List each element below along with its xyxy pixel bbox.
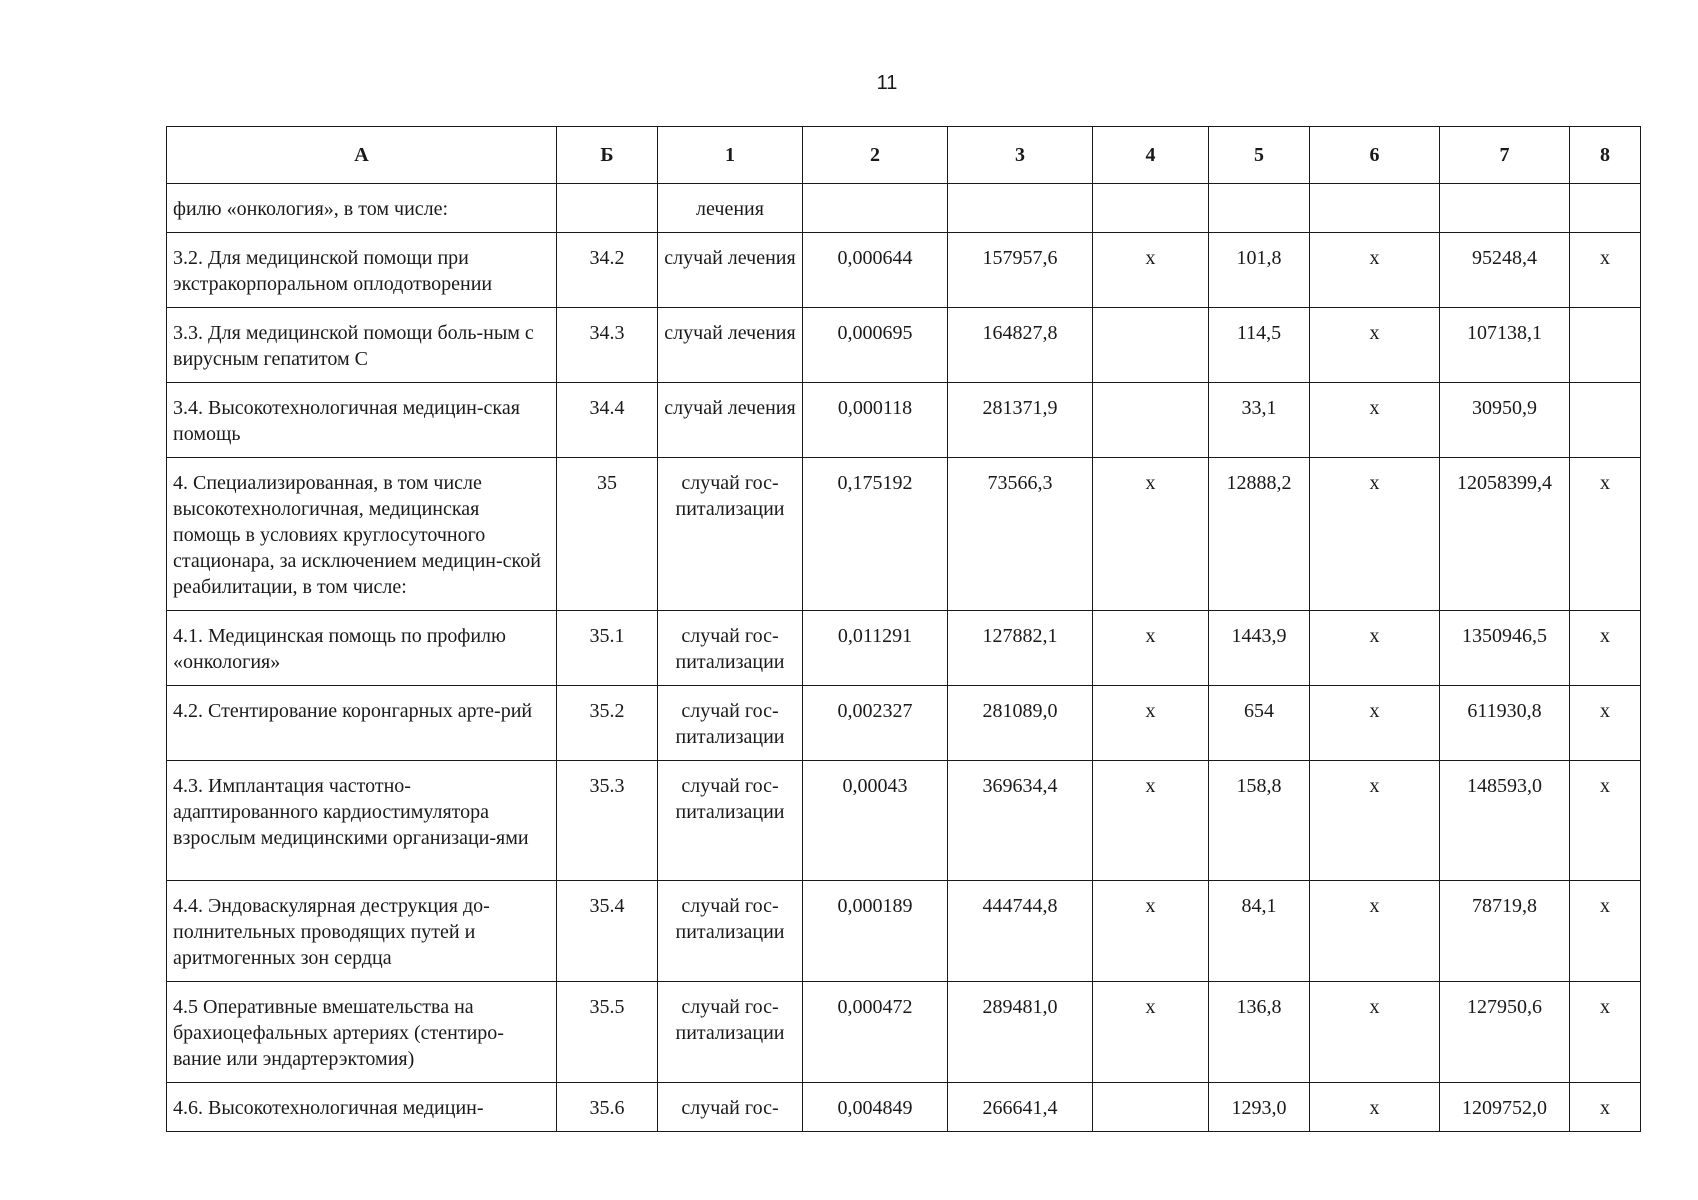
cell-col-4: х: [1093, 881, 1209, 982]
cell-col-7: 107138,1: [1440, 308, 1570, 383]
cell-col-7: 95248,4: [1440, 233, 1570, 308]
cell-col-6: х: [1310, 383, 1440, 458]
header-b: Б: [557, 127, 658, 184]
cell-col-2: [803, 184, 948, 233]
cell-col-5: 114,5: [1209, 308, 1310, 383]
table-row: [167, 611, 1641, 686]
cell-col-3: 444744,8: [948, 881, 1093, 982]
cell-col-8: х: [1570, 611, 1641, 686]
cell-col-7: [1440, 184, 1570, 233]
unit-cell: случай гос-питализации: [658, 761, 803, 881]
cell-col-5: 1293,0: [1209, 1083, 1310, 1132]
cell-col-4: х: [1093, 611, 1209, 686]
header-4: 4: [1093, 127, 1209, 184]
cell-col-2: 0,00043: [803, 761, 948, 881]
header-8: 8: [1570, 127, 1641, 184]
cell-col-7: 30950,9: [1440, 383, 1570, 458]
cell-col-7: 611930,8: [1440, 686, 1570, 761]
cell-col-4: [1093, 383, 1209, 458]
cell-col-8: [1570, 308, 1641, 383]
cell-col-7: 1209752,0: [1440, 1083, 1570, 1132]
unit-cell: лечения: [658, 184, 803, 233]
cell-col-8: х: [1570, 881, 1641, 982]
row-label-cell: 4.6. Высокотехнологичная медицин-: [167, 1083, 557, 1132]
unit-cell: случай лечения: [658, 308, 803, 383]
table-row: [167, 458, 1641, 611]
cell-col-2: 0,000189: [803, 881, 948, 982]
cell-col-5: 84,1: [1209, 881, 1310, 982]
row-code-cell: 35.1: [557, 611, 658, 686]
cell-col-6: х: [1310, 611, 1440, 686]
cell-col-8: х: [1570, 458, 1641, 611]
row-code-cell: 35.6: [557, 1083, 658, 1132]
cell-col-5: 101,8: [1209, 233, 1310, 308]
unit-cell: случай гос-питализации: [658, 458, 803, 611]
cell-col-3: 281371,9: [948, 383, 1093, 458]
cell-col-2: 0,011291: [803, 611, 948, 686]
unit-cell: случай гос-питализации: [658, 881, 803, 982]
cell-col-3: 127882,1: [948, 611, 1093, 686]
header-3: 3: [948, 127, 1093, 184]
table-row: [167, 1083, 1641, 1132]
unit-cell: случай гос-: [658, 1083, 803, 1132]
cell-col-6: х: [1310, 308, 1440, 383]
row-label-cell: 4.5 Оперативные вмешательства на брахиоцефальных артериях (стентиро-вание или эндартерэктомия): [167, 982, 557, 1083]
cell-col-8: х: [1570, 233, 1641, 308]
cell-col-3: [948, 184, 1093, 233]
row-label-cell: 3.2. Для медицинской помощи при экстракорпоральном оплодотворении: [167, 233, 557, 308]
cell-col-6: х: [1310, 881, 1440, 982]
cell-col-2: 0,175192: [803, 458, 948, 611]
unit-cell: случай гос-питализации: [658, 982, 803, 1083]
cell-col-4: [1093, 184, 1209, 233]
table-body: [167, 184, 1641, 1132]
cell-col-5: 654: [1209, 686, 1310, 761]
row-code-cell: 35: [557, 458, 658, 611]
row-label-cell: 4.4. Эндоваскулярная деструкция до-полнительных проводящих путей и аритмогенных зон сердца: [167, 881, 557, 982]
header-6: 6: [1310, 127, 1440, 184]
row-code-cell: 34.2: [557, 233, 658, 308]
table-row: [167, 761, 1641, 881]
row-label-cell: 3.3. Для медицинской помощи боль-ным с вирусным гепатитом С: [167, 308, 557, 383]
cell-col-8: х: [1570, 761, 1641, 881]
cell-col-4: [1093, 308, 1209, 383]
table-header: [167, 127, 1641, 184]
header-a: А: [167, 127, 557, 184]
cell-col-6: х: [1310, 686, 1440, 761]
cell-col-2: 0,000695: [803, 308, 948, 383]
row-code-cell: [557, 184, 658, 233]
row-label-cell: 4. Специализированная, в том числе высокотехнологичная, медицинская помощь в условиях круглосуточного стационара, за исключением медицин-ской реабилитации, в том числе:: [167, 458, 557, 611]
cell-col-4: х: [1093, 233, 1209, 308]
cell-col-8: [1570, 383, 1641, 458]
cell-col-4: х: [1093, 458, 1209, 611]
header-2: 2: [803, 127, 948, 184]
cell-col-7: 78719,8: [1440, 881, 1570, 982]
cell-col-6: х: [1310, 982, 1440, 1083]
page-number: 11: [876, 72, 898, 94]
row-label-cell: 3.4. Высокотехнологичная медицин-ская помощь: [167, 383, 557, 458]
row-code-cell: 34.4: [557, 383, 658, 458]
row-label-cell: 4.2. Стентирование коронгарных арте-рий: [167, 686, 557, 761]
unit-cell: случай гос-питализации: [658, 611, 803, 686]
data-table: [166, 126, 1641, 1132]
cell-col-2: 0,000644: [803, 233, 948, 308]
cell-col-2: 0,000472: [803, 982, 948, 1083]
unit-cell: случай лечения: [658, 233, 803, 308]
table-row: [167, 233, 1641, 308]
cell-col-3: 73566,3: [948, 458, 1093, 611]
row-code-cell: 35.4: [557, 881, 658, 982]
header-5: 5: [1209, 127, 1310, 184]
table-row: [167, 383, 1641, 458]
cell-col-7: 127950,6: [1440, 982, 1570, 1083]
cell-col-4: х: [1093, 982, 1209, 1083]
table-row: [167, 184, 1641, 233]
cell-col-2: 0,000118: [803, 383, 948, 458]
unit-cell: случай гос-питализации: [658, 686, 803, 761]
table-row: [167, 308, 1641, 383]
cell-col-5: 33,1: [1209, 383, 1310, 458]
cell-col-8: [1570, 184, 1641, 233]
cell-col-6: [1310, 184, 1440, 233]
cell-col-8: х: [1570, 982, 1641, 1083]
header-7: 7: [1440, 127, 1570, 184]
row-label-cell: 4.1. Медицинская помощь по профилю «онкология»: [167, 611, 557, 686]
unit-cell: случай лечения: [658, 383, 803, 458]
cell-col-3: 157957,6: [948, 233, 1093, 308]
cell-col-7: 148593,0: [1440, 761, 1570, 881]
cell-col-5: 1443,9: [1209, 611, 1310, 686]
cell-col-7: 12058399,4: [1440, 458, 1570, 611]
cell-col-5: [1209, 184, 1310, 233]
cell-col-2: 0,004849: [803, 1083, 948, 1132]
header-1: 1: [658, 127, 803, 184]
cell-col-6: х: [1310, 761, 1440, 881]
cell-col-3: 369634,4: [948, 761, 1093, 881]
table-row: [167, 982, 1641, 1083]
cell-col-3: 266641,4: [948, 1083, 1093, 1132]
table-row: [167, 881, 1641, 982]
cell-col-3: 289481,0: [948, 982, 1093, 1083]
row-code-cell: 35.5: [557, 982, 658, 1083]
cell-col-8: х: [1570, 686, 1641, 761]
row-code-cell: 35.3: [557, 761, 658, 881]
row-code-cell: 35.2: [557, 686, 658, 761]
cell-col-4: х: [1093, 686, 1209, 761]
row-label-cell: 4.3. Имплантация частотно-адаптированного кардиостимулятора взрослым медицинскими организаци-ями: [167, 761, 557, 881]
cell-col-2: 0,002327: [803, 686, 948, 761]
cell-col-3: 164827,8: [948, 308, 1093, 383]
cell-col-6: х: [1310, 458, 1440, 611]
cell-col-6: х: [1310, 1083, 1440, 1132]
cell-col-5: 136,8: [1209, 982, 1310, 1083]
cell-col-8: х: [1570, 1083, 1641, 1132]
cell-col-4: [1093, 1083, 1209, 1132]
cell-col-4: х: [1093, 761, 1209, 881]
table-row: [167, 686, 1641, 761]
header-row: [167, 127, 1641, 184]
row-label-cell: филю «онкология», в том числе:: [167, 184, 557, 233]
cell-col-7: 1350946,5: [1440, 611, 1570, 686]
cell-col-6: х: [1310, 233, 1440, 308]
cell-col-5: 158,8: [1209, 761, 1310, 881]
row-code-cell: 34.3: [557, 308, 658, 383]
cell-col-3: 281089,0: [948, 686, 1093, 761]
cell-col-5: 12888,2: [1209, 458, 1310, 611]
